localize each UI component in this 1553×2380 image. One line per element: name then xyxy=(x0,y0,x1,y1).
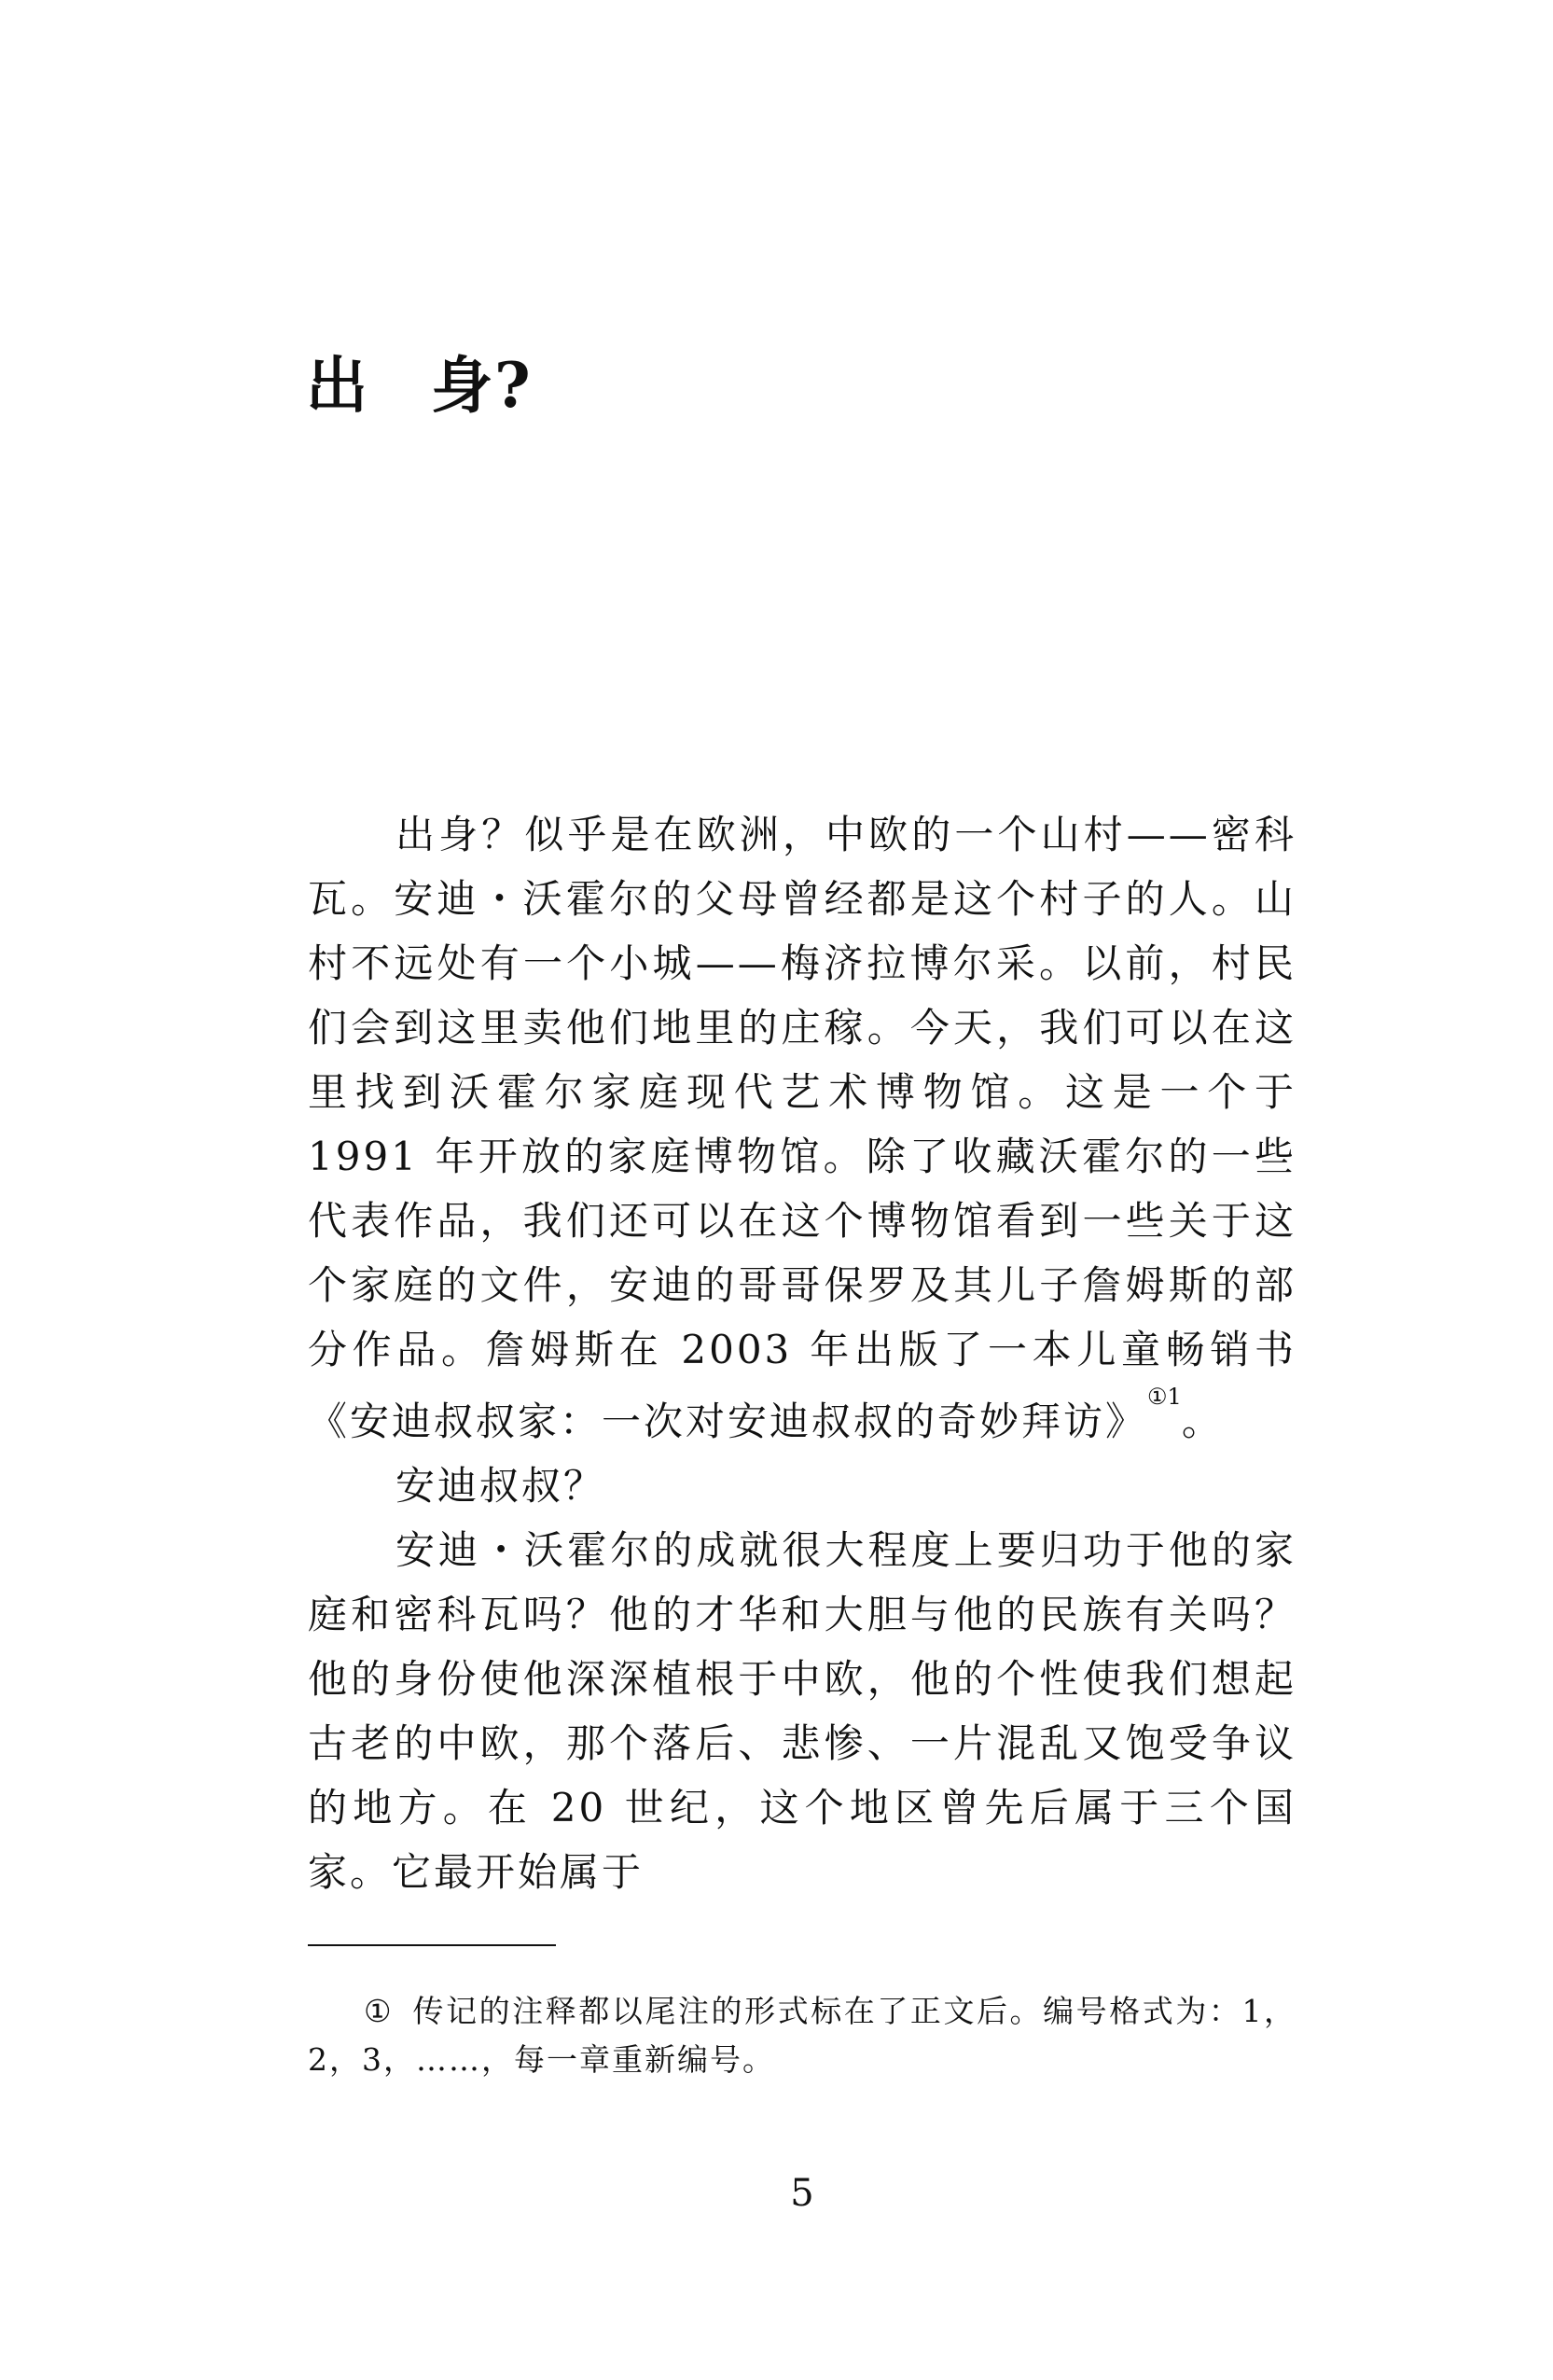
chapter-title-part2: 身? xyxy=(431,349,533,422)
paragraph-3: 安迪・沃霍尔的成就很大程度上要归功于他的家庭和密科瓦吗？他的才华和大胆与他的民族有关吗？他的身份使他深深植根于中欧，他的个性使我们想起古老的中欧，那个落后、悲惨、一片混乱又饱受争议的地方。在 20 世纪，这个地区曾先后属于三个国家。它最开始属于 xyxy=(308,1527,1296,1895)
paragraph-1 xyxy=(308,802,1296,1454)
page-number: 5 xyxy=(790,2172,814,2215)
chapter-title-part1: 出 xyxy=(306,349,369,422)
paragraph-1-text: 出身？似乎是在欧洲，中欧的一个山村——密科瓦。安迪・沃霍尔的父母曾经都是这个村子的人。山村不远处有一个小城——梅济拉博尔采。以前，村民们会到这里卖他们地里的庄稼。今天，我们可以在这里找到沃霍尔家庭现代艺术博物馆。这是一个于 1991 年开放的家庭博物馆。除了收藏沃霍尔的一些代表作品，我们还可以在这个博物馆看到一些关于这个家庭的文件，安迪的哥哥保罗及其儿子詹姆斯的部分作品。詹姆斯在 2003 年出版了一本儿童畅销书《安迪叔叔家：一次对安迪叔叔的奇妙拜访》 xyxy=(308,812,1296,1444)
footnote-reference[interactable]: ①1 xyxy=(1147,1384,1182,1410)
footnote-text: 传记的注释都以尾注的形式标在了正文后。编号格式为：1，2，3，……，每一章重新编号。 xyxy=(308,1993,1296,2078)
footnote xyxy=(308,1987,1296,2084)
paragraph-2: 安迪叔叔？ xyxy=(395,1463,606,1509)
chapter-title xyxy=(306,349,533,422)
paragraph-1-end: 。 xyxy=(1181,1399,1224,1444)
body-text xyxy=(308,802,1296,1904)
footnote-divider xyxy=(308,1944,556,1946)
footnote-mark: ① xyxy=(364,1993,394,2029)
